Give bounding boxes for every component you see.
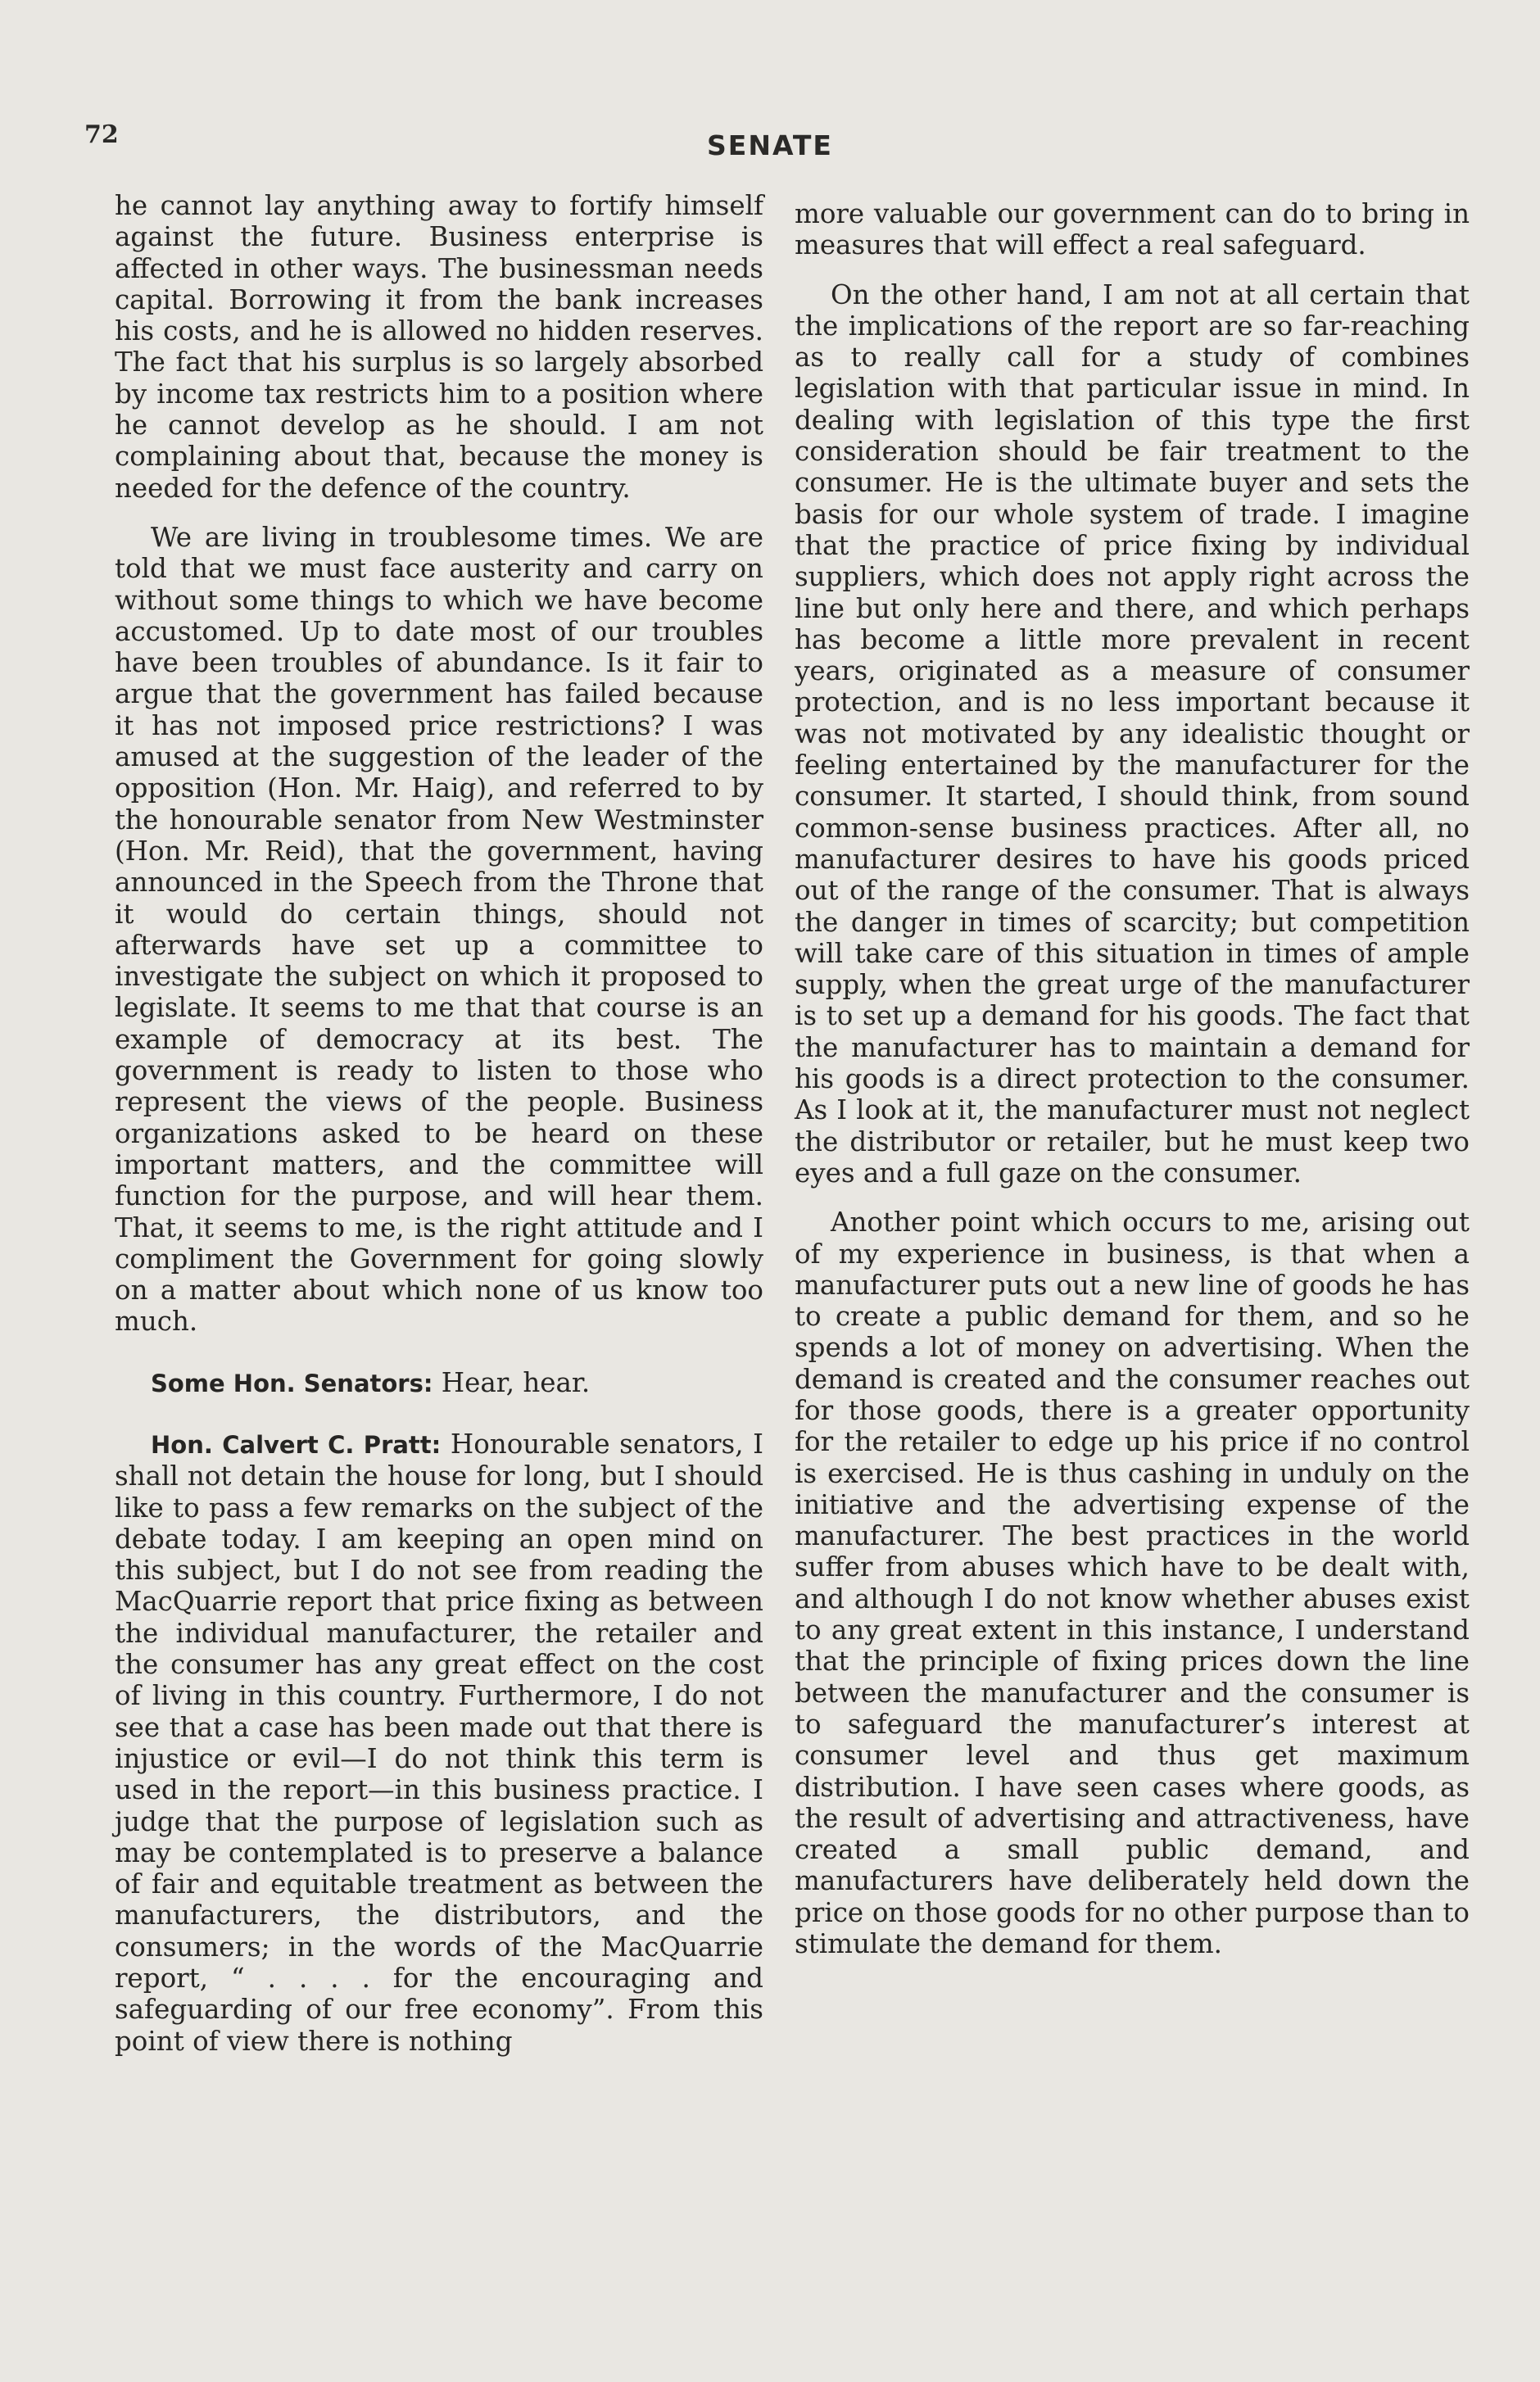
paragraph: he cannot lay anything away to fortify himself against the future. Business enterprise is affected in other ways. The businessman needs capital. Borrowing it from the bank increases his costs, and he is allowed no hidden reserves. The fact that his surplus is so largely absorbed by income tax restricts him to a position where he cannot develop as he should. I am not complaining about that, because the money is needed for the defence of the country. xyxy=(115,190,763,504)
speech-text: Honourable senators, I shall not detain the house for long, but I should like to pass a few remarks on the subject of the debate today. I am keeping an open mind on this subject, but I do not see from reading the MacQuarrie report that price fixing as between the individual manufacturer, the retailer and the consumer has any great effect on the cost of living in this country. Furthermore, I do not see that a case has been made out that there is injustice or evil—I do not think this term is used in the report—in this business practice. I judge that the purpose of legislation such as may be contemplated is to preserve a balance of fair and equitable treatment as between the manufacturers, the distributors, and the consumers; in the words of the MacQuarrie report, “ . . . . for the encouraging and safeguarding of our free economy”. From this point of view there is nothing xyxy=(115,1428,764,2057)
speaker-paragraph xyxy=(115,1429,763,2057)
paragraph: Another point which occurs to me, arising out of my experience in business, is that when a manufacturer puts out a new line of goods he has to create a public demand for them, and so he spends a lot of money on advertising. When the demand is created and the consumer reaches out for those goods, there is a greater opportunity for the retailer to edge up his price if no control is exercised. He is thus cashing in unduly on the initiative and the advertising expense of the manufacturer. The best practices in the world suffer from abuses which have to be dealt with, and although I do not know whether abuses exist to any great extent in this instance, I understand that the principle of fixing prices down the line between the manufacturer and the consumer is to safeguard the manufacturer’s interest at consumer level and thus get maximum distribution. I have seen cases where goods, as the result of advertising and attractiveness, have created a small public demand, and manufacturers have deliberately held down the price on those goods for no other purpose than to stimulate the demand for them. xyxy=(795,1207,1470,1960)
speaker-name: Some Hon. Senators: xyxy=(151,1369,433,1397)
paragraph: more valuable our government can do to bring in measures that will effect a real safeguard. xyxy=(795,198,1470,261)
paragraph: We are living in troublesome times. We are told that we must face austerity and carry on without some things to which we have become accustomed. Up to date most of our troubles have been troubles of abundance. Is it fair to argue that the government has failed because it has not imposed price restrictions? I was amused at the suggestion of the leader of the opposition (Hon. Mr. Haig), and referred to by the honourable senator from New Westminster (Hon. Mr. Reid), that the government, having announced in the Speech from the Throne that it would do certain things, should not afterwards have set up a committee to investigate the subject on which it proposed to legislate. It seems to me that that course is an example of democracy at its best. The government is ready to listen to those who represent the views of the people. Business organizations asked to be heard on these important matters, and the committee will function for the purpose, and will hear them. That, it seems to me, is the right attitude and I compliment the Government for going slowly on a matter about which none of us know too much. xyxy=(115,521,763,1338)
right-column xyxy=(795,198,1470,1959)
speaker-name: Hon. Calvert C. Pratt: xyxy=(151,1430,442,1459)
speech-text: Hear, hear. xyxy=(433,1366,591,1398)
paragraph: On the other hand, I am not at all certain that the implications of the report are so far-reaching as to really call for a study of combines legislation with that particular issue in mind. In dealing with legislation of this type the first consideration should be fair treatment to the consumer. He is the ultimate buyer and sets the basis for our whole system of trade. I imagine that the practice of price fixing by individual suppliers, which does not apply right across the line but only here and there, and which perhaps has become a little more prevalent in recent years, originated as a measure of consumer protection, and is no less important because it was not motivated by any idealistic thought or feeling entertained by the manufacturer for the consumer. It started, I should think, from sound common-sense business practices. After all, no manufacturer desires to have his goods priced out of the range of the consumer. That is always the danger in times of scarcity; but competition will take care of this situation in times of ample supply, when the great urge of the manufacturer is to set up a demand for his goods. The fact that the manufacturer has to maintain a demand for his goods is a direct protection to the consumer. As I look at it, the manufacturer must not neglect the distributor or retailer, but he must keep two eyes and a full gaze on the consumer. xyxy=(795,279,1470,1189)
running-head: SENATE xyxy=(707,129,833,161)
left-column xyxy=(115,190,763,2057)
page-number: 72 xyxy=(84,120,119,149)
speaker-paragraph xyxy=(115,1367,763,1399)
